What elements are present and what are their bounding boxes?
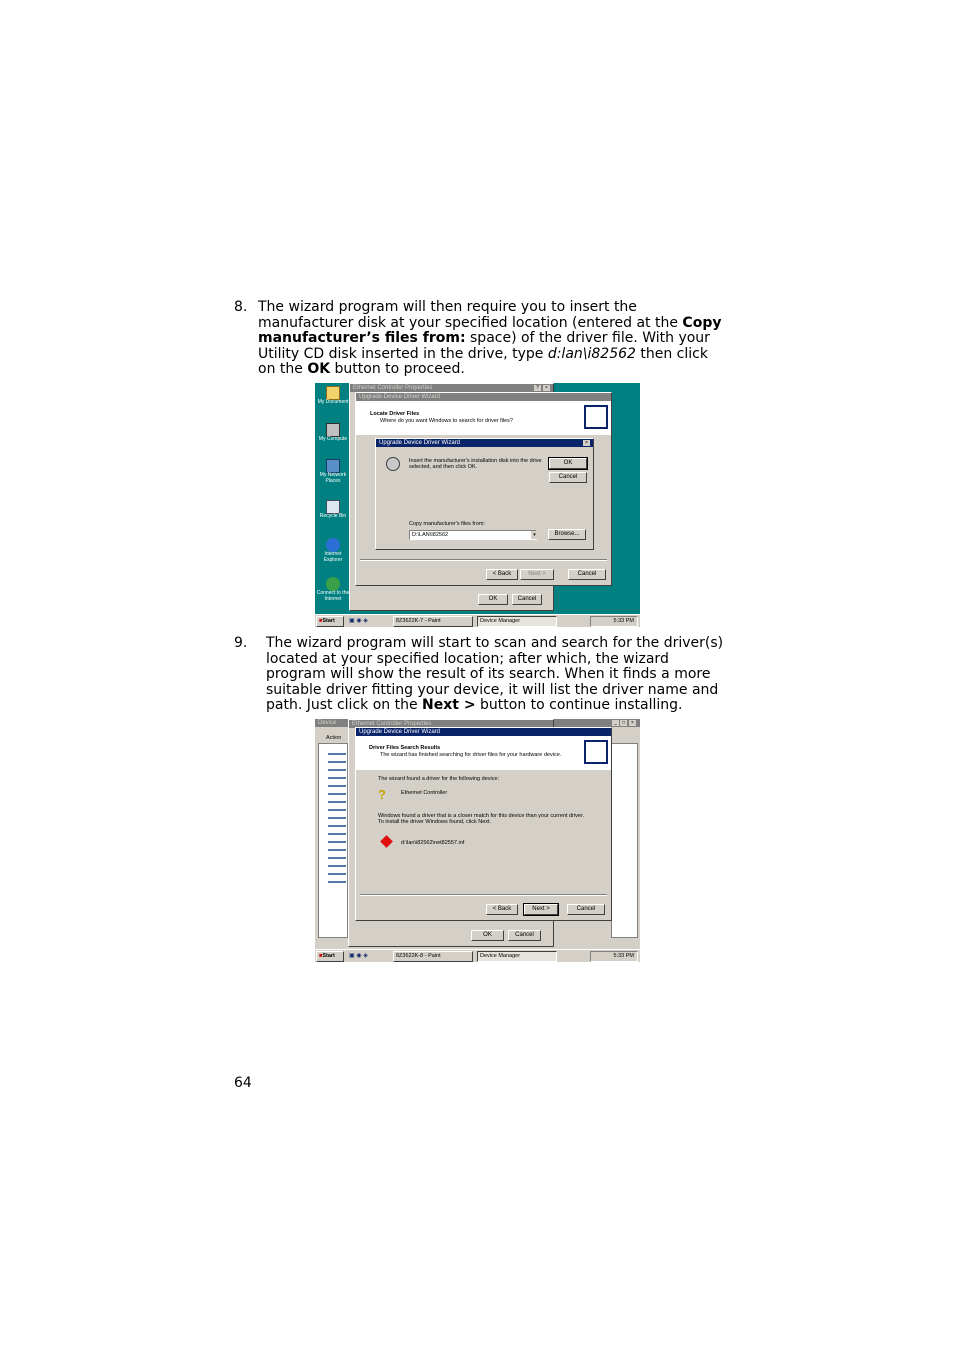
wizard-bottom-separator <box>360 559 607 561</box>
browse-button[interactable]: Browse... <box>548 529 586 540</box>
quick-launch-icons[interactable]: ▣ ◉ ◈ <box>349 953 368 959</box>
desktop-icon-my-computer[interactable] <box>316 423 350 443</box>
wizard-subheading: The wizard has finished searching for driver files for your hardware device. <box>380 752 562 758</box>
wizard-header <box>356 736 611 770</box>
wizard-bottom-separator <box>360 894 607 896</box>
driver-path: d:\lan\i82562\net82557.inf <box>401 840 465 846</box>
step-8-line-3-bold: manufacturer’s files from: <box>258 330 466 346</box>
device-name: Ethernet Controller <box>401 790 448 796</box>
page-number: 64 <box>234 1075 252 1091</box>
dm-minimize-button[interactable]: _ <box>612 720 619 726</box>
step-8-line-3 <box>258 331 734 347</box>
network-icon <box>326 459 340 473</box>
device-tree-items[interactable] <box>328 748 346 888</box>
properties-title-bar: Ethernet Controller Properties <box>349 720 553 728</box>
dialog-ok-button[interactable]: OK <box>549 458 587 469</box>
next-button[interactable]: Next > <box>520 569 554 580</box>
step-8-line-5 <box>258 362 734 378</box>
desktop-icon-label: Recycle Bin <box>319 513 347 519</box>
screenshot-locate-driver-files <box>315 383 640 627</box>
step-8-line-5-text: on the <box>258 361 308 377</box>
taskbar-paint[interactable]: 8Z3622K-7 - Paint <box>393 616 473 627</box>
step-9-line-5-text: path. Just click on the <box>266 697 423 713</box>
step-9-line-5 <box>266 698 734 714</box>
properties-cancel-button[interactable]: Cancel <box>508 930 541 941</box>
desktop-icon-label: My Compute <box>318 436 348 442</box>
wizard-title-bar: Upgrade Device Driver Wizard <box>356 728 611 736</box>
dm-close-button[interactable]: × <box>629 720 636 726</box>
step-8-line-4-text: Utility CD disk inserted in the drive, type <box>258 345 548 362</box>
step-9-text <box>266 636 734 714</box>
step-8-line-3-text: space) of the driver file. With your <box>465 330 710 346</box>
properties-cancel-button[interactable]: Cancel <box>512 594 542 605</box>
wizard-header <box>356 401 611 435</box>
dialog-cancel-button[interactable]: Cancel <box>549 472 587 483</box>
step-8-line-1: The wizard program will then require you to insert the <box>258 299 637 315</box>
taskbar-device-manager[interactable]: Device Manager <box>477 951 557 962</box>
step-8-number: 8. <box>234 299 248 315</box>
start-button[interactable] <box>316 951 344 962</box>
desktop-icon-label: My Network Places <box>319 472 347 484</box>
taskbar-device-manager[interactable]: Device Manager <box>477 616 557 627</box>
step-8-line-2-bold: Copy <box>682 314 722 331</box>
wizard-cancel-button[interactable]: Cancel <box>567 904 605 915</box>
wizard-subheading: Where do you want Windows to search for driver files? <box>380 418 513 424</box>
step-8-text <box>258 300 734 378</box>
desktop-icon-my-documents[interactable] <box>316 386 350 406</box>
step-8-ok-word: OK <box>307 361 331 377</box>
step-9-line-3: program will show the result of its search. When it finds a more <box>266 666 711 682</box>
step-9-line-2: located at your specified location; after which, the wizard <box>266 650 669 667</box>
back-button[interactable]: < Back <box>486 569 518 580</box>
wizard-cancel-button[interactable]: Cancel <box>568 569 606 580</box>
dialog-close-button[interactable]: × <box>583 440 590 446</box>
step-9 <box>234 636 734 716</box>
step-9-number: 9. <box>234 635 248 651</box>
wizard-heading: Driver Files Search Results <box>369 745 441 751</box>
wizard-logo-icon <box>584 740 608 764</box>
screenshot-driver-search-results <box>315 719 640 962</box>
folder-icon <box>326 386 340 400</box>
properties-title-bar: Ethernet Controller Properties <box>350 384 553 392</box>
step-9-line-5-end: button to continue installing. <box>475 697 683 713</box>
taskbar <box>315 949 640 962</box>
quick-launch-icons[interactable]: ▣ ◉ ◈ <box>349 618 368 624</box>
wizard-title-bar: Upgrade Device Driver Wizard <box>356 393 611 401</box>
dialog-title-bar: Upgrade Device Driver Wizard <box>376 439 593 447</box>
start-label: Start <box>322 618 335 624</box>
disk-icon <box>386 457 400 471</box>
start-button[interactable] <box>316 616 344 627</box>
device-tree <box>318 743 348 938</box>
computer-icon <box>326 423 340 437</box>
step-9-next-word: Next > <box>422 697 476 713</box>
insert-disk-dialog <box>375 438 594 550</box>
system-tray-clock: 5:33 PM <box>590 951 638 962</box>
help-button[interactable]: ? <box>534 385 541 391</box>
desktop-icon-network-places[interactable] <box>316 459 350 484</box>
connect-icon <box>326 577 340 591</box>
wizard-heading: Locate Driver Files <box>370 411 420 417</box>
properties-ok-button[interactable]: OK <box>478 594 508 605</box>
next-button[interactable]: Next > <box>524 904 558 915</box>
desktop-icon-label: Internet Explorer <box>323 551 343 563</box>
internet-explorer-icon <box>326 538 340 552</box>
step-9-line-4: suitable driver fitting your device, it will list the driver name and <box>266 681 719 698</box>
wizard-logo-icon <box>584 405 608 429</box>
step-8-line-4 <box>258 347 734 363</box>
step-8-line-2 <box>258 316 734 332</box>
step-8-line-2-text: manufacturer disk at your specified location (entered at the <box>258 314 683 331</box>
driver-file-icon <box>380 835 393 848</box>
properties-ok-button[interactable]: OK <box>471 930 504 941</box>
system-tray-clock: 5:33 PM <box>590 616 638 627</box>
copy-files-input[interactable]: D:\LAN\I82562 <box>409 530 537 540</box>
step-9-line-1: The wizard program will start to scan and search for the driver(s) <box>266 635 724 651</box>
dm-maximize-button[interactable]: □ <box>621 720 626 726</box>
start-label: Start <box>322 953 335 959</box>
step-8-line-5-end: button to proceed. <box>330 361 465 377</box>
device-manager-title-bar: Device <box>315 719 640 727</box>
step-8-path: d:lan\i82562 <box>547 345 636 362</box>
desktop-icon-label: My Document <box>317 399 349 405</box>
windows-logo-icon: ■ <box>319 953 323 959</box>
taskbar-paint[interactable]: 8Z3622K-8 - Paint <box>393 951 473 962</box>
dm-right-pane <box>611 743 638 938</box>
step-8-line-4-end: then click <box>635 345 708 362</box>
copy-files-label: Copy manufacturer's files from: <box>409 521 485 527</box>
taskbar <box>315 614 640 627</box>
desktop-icon-recycle-bin[interactable] <box>316 500 350 520</box>
unknown-device-icon: ? <box>378 787 386 802</box>
back-button[interactable]: < Back <box>486 904 518 915</box>
dm-action-menu[interactable]: Action <box>326 735 342 741</box>
desktop-icon-label: Connect to the Internet <box>316 590 350 602</box>
desktop-icon-internet-explorer[interactable] <box>316 538 350 563</box>
step-8 <box>234 300 734 380</box>
recycle-bin-icon <box>326 500 340 514</box>
closer-match-line-1: Windows found a driver that is a closer match for this device than your current driver. <box>378 813 585 819</box>
dialog-message-line-2: selected, and then click OK. <box>409 464 478 470</box>
found-driver-text: The wizard found a driver for the following device: <box>378 776 500 782</box>
dropdown-arrow-icon[interactable]: ▾ <box>531 531 538 539</box>
wizard-window <box>355 727 612 921</box>
closer-match-line-2: To install the driver Windows found, click Next. <box>378 819 492 825</box>
dialog-message-line-1: Insert the manufacturer's installation disk into the drive <box>409 458 542 464</box>
desktop-icon-connect-internet[interactable] <box>316 577 350 602</box>
close-button[interactable]: × <box>543 385 550 391</box>
windows-logo-icon: ■ <box>319 618 323 624</box>
